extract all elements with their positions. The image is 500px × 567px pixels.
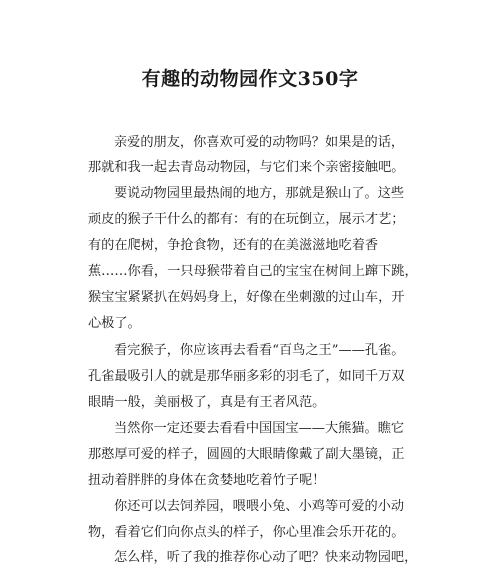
- paragraph-line: 物，看着它们向你点头的样子，你心里准会乐开花的。: [88, 525, 405, 540]
- paragraph-line: 扭动着胖胖的身体在贪婪地吃着竹子呢！: [88, 473, 326, 488]
- paragraph-line: 你还可以去饲养园，喂喂小兔、小鸡等可爱的小动: [114, 499, 405, 514]
- paragraph-line: 猴宝宝紧紧扒在妈妈身上，好像在坐刺激的过山车，开: [88, 290, 405, 305]
- paragraph-line: 看完猴子，你应该再去看看“百鸟之王”——孔雀。: [114, 343, 405, 358]
- paragraph-line: 心极了。: [88, 316, 141, 331]
- paragraph-line: 怎么样，听了我的推荐你心动了吧？快来动物园吧，: [114, 550, 418, 565]
- paragraph-line: 孔雀最吸引人的就是那华丽多彩的羽毛了，如同千万双: [88, 369, 405, 384]
- page-title: 有趣的动物园作文350字: [141, 68, 359, 90]
- paragraph-line: 要说动物园里最热闹的地方，那就是猴山了。这些: [114, 186, 405, 201]
- paragraph-line: 顽皮的猴子干什么的都有：有的在玩倒立，展示才艺；: [88, 212, 405, 227]
- paragraph-line: 当然你一定还要去看看中国国宝——大熊猫。瞧它: [114, 421, 405, 436]
- paragraph-line: 蕉……你看，一只母猴带着自己的宝宝在树间上蹿下跳，: [88, 264, 418, 279]
- paragraph-line: 眼睛一般，美丽极了，真是有王者风范。: [88, 395, 326, 410]
- paragraph-line: 那憨厚可爱的样子，圆圆的大眼睛像戴了副大墨镜，正: [88, 447, 405, 462]
- paragraph-line: 有的在爬树，争抢食物，还有的在美滋滋地吃着香: [88, 238, 379, 253]
- paragraph-line: 亲爱的朋友，你喜欢可爱的动物吗？如果是的话，: [114, 135, 405, 150]
- paragraph-line: 那就和我一起去青岛动物园，与它们来个亲密接触吧。: [88, 160, 405, 175]
